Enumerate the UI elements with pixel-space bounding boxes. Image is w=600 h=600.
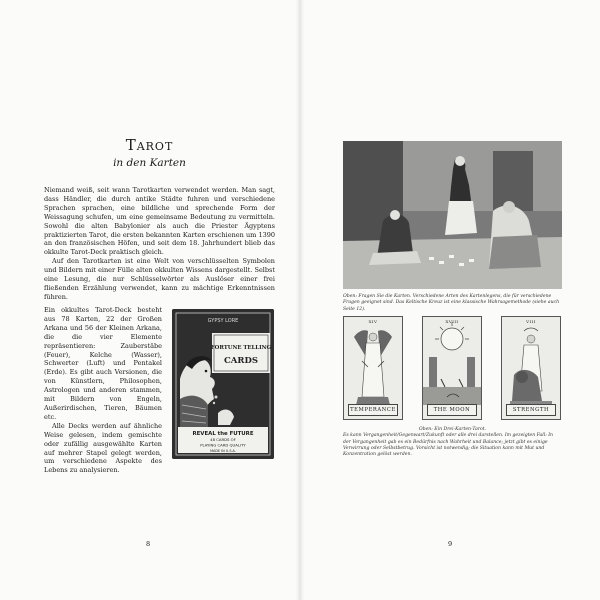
column-paragraph-2: Alle Decks werden auf ähnliche Weise gelesen, indem gemischte oder zufällig ausgewählte Karten auf mehrer Stapel gelegt werden, um verschiedene Aspekte des Lebens zu analysieren. [44,421,162,475]
cards-caption-title: Oben: Ein Drei-Karten-Tarot. [418,427,487,432]
box-slogan-line1: REVEAL the FUTURE [192,431,254,437]
page-number-right: 9 [448,540,453,548]
box-slogan-line2: 48 CARDS OF [210,437,236,442]
book-gutter [296,0,304,600]
card-2-numeral: XVIII [445,319,459,324]
box-slogan-line4: MADE IN U.S.A. [210,449,236,453]
tarot-card-temperance [343,316,403,420]
fortune-reading-engraving [343,141,562,289]
column-text [44,306,162,475]
tarot-card-the-moon [422,316,482,420]
cards-caption-body: Es kann Vergangenheit/Gegenwart/Zukunft oder alle drei darstellen. Im gezeigten Fall: In der Vergangenheit gab es ein Bedürfnis nach Wahrheit und Balance; jetzt gibt es einige Verwirrung oder Selbstbetrug. Vorsicht ist notwendig; die Situation kann mit Mut und Konzentration gelöst werden. [343,433,554,458]
intro-paragraph-2: Auf den Tarotkarten ist eine Welt von verschlüsselten Symbolen und Bildern mit einer Fülle alten okkulten Wissens dargestellt. Selbst eine Lesung, die nur Schlüsselwörter als Auslöser einer frei fließenden Erzählung verwendet, kann zu mächtige Erkenntnissen führen. [44,257,275,301]
box-slogan-line3: PLAYING CARD QUALITY [200,442,246,448]
engraving-caption: Oben: Fragen Sie die Karten. Verschiedene Arten des Kartenlegens, die für verschiedene Fragen geeignet sind. Das Keltische Kreuz ist eine klassische Wahrsagemethode (siehe auch Seite 12). [343,294,560,312]
intro-paragraph-1: Niemand weiß, seit wann Tarotkarten verwendet werden. Man sagt, dass Händler, die durch antike Städte fuhren und verschiedene Sprachen sprachen, eine bildliche und sprechende Form der Weissagung schufen, um eine gemeinsame Bedeutung zu vermitteln. Sowohl die alten Babylonier als auch die Priester Ägyptens praktizierten Tarot, die ersten bekannten Karten erschienen um 1390 an den französischen Höfen, und seit dem 18. Jahrhundert blieb das okkulte Tarot-Deck praktisch gleich. [44,186,275,257]
card-3-numeral: VIII [526,319,536,324]
card-1-numeral: XIV [368,319,378,324]
chapter-subtitle: in den Karten [113,157,186,169]
box-brand-line1: FORTUNE TELLING [210,345,272,351]
page-number-left: 8 [146,540,151,548]
fortune-telling-box-image [172,309,274,459]
tarot-card-strength [501,316,561,420]
box-top-label: GYPSY LORE [207,318,239,324]
card-1-name: TEMPERANCE [348,404,398,416]
column-paragraph-1: Ein okkultes Tarot-Deck besteht aus 78 Karten, 22 der Großen Arkana und 56 der Kleinen Arkana, die die vier Elemente repräsentieren: Zauberstäbe (Feuer), Kelche (Wasser), Schwerter (Luft) und Pentakel (Erde). Es gibt auch Versionen, die von Künstlern, Philosophen, Astrologen und anderen stammen, mit Bildern von Engeln, Außerirdischen, Tieren, Bäumen etc. [44,306,162,421]
card-3-name: STRENGTH [506,404,556,416]
cards-caption [343,427,562,458]
chapter-title: Tarot [125,136,174,154]
intro-text [44,186,275,302]
box-brand-line2: CARDS [224,356,258,366]
card-2-name: THE MOON [427,404,477,416]
